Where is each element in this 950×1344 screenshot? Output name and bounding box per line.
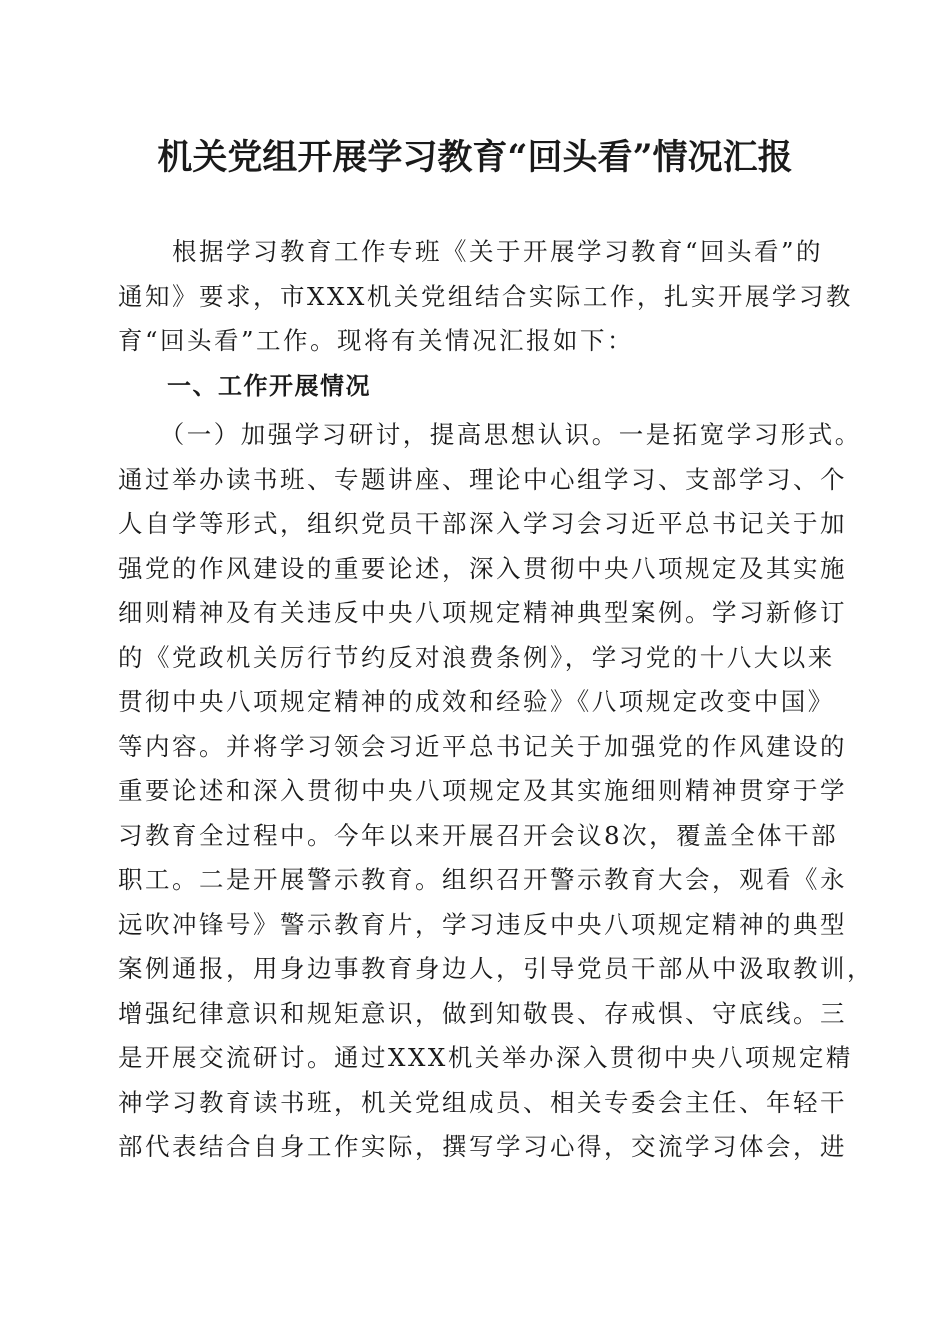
paragraph-line: 贯彻中央八项规定精神的成效和经验》《八项规定改变中国》 xyxy=(118,687,835,716)
body-paragraph xyxy=(118,413,874,1170)
intro-line: 根据学习教育工作专班《关于开展学习教育“回头看”的 xyxy=(118,237,824,266)
paragraph-line: 的《党政机关厉行节约反对浪费条例》，学习党的十八大以来 xyxy=(118,642,835,672)
intro-line: 通知》要求，市XXX机关党组结合实际工作，扎实开展学习教 xyxy=(118,281,853,311)
paragraph-line: 细则精神及有关违反中央八项规定精神典型案例。学习新修订 xyxy=(118,598,847,627)
paragraph-line: 增强纪律意识和规矩意识，做到知敬畏、存戒惧、守底线。三 xyxy=(118,998,847,1028)
paragraph-line: 远吹冲锋号》警示教育片，学习违反中央八项规定精神的典型 xyxy=(118,909,847,939)
document-title: 机关党组开展学习教育“回头看”情况汇报 xyxy=(157,137,793,178)
paragraph-line: 习教育全过程中。今年以来开展召开会议8次，覆盖全体干部 xyxy=(118,820,839,850)
paragraph-line: 职工。二是开展警示教育。组织召开警示教育大会，观看《永 xyxy=(118,865,847,894)
paragraph-line: 通过举办读书班、专题讲座、理论中心组学习、支部学习、个 xyxy=(118,464,847,494)
intro-line: 育“回头看”工作。现将有关情况汇报如下： xyxy=(118,326,635,355)
paragraph-line: 等内容。并将学习领会习近平总书记关于加强党的作风建设的 xyxy=(118,731,847,761)
paragraph-line: （一）加强学习研讨，提高思想认识。一是拓宽学习形式。 xyxy=(118,420,862,449)
paragraph-line: 是开展交流研讨。通过XXX机关举办深入贯彻中央八项规定精 xyxy=(118,1043,853,1072)
paragraph-line: 案例通报，用身边事教育身边人，引导党员干部从中汲取教训， xyxy=(118,954,874,983)
section-heading: 一、工作开展情况 xyxy=(167,372,371,400)
intro-paragraph xyxy=(118,230,853,364)
paragraph-line: 神学习教育读书班，机关党组成员、相关专委会主任、年轻干 xyxy=(118,1087,847,1117)
paragraph-line: 部代表结合自身工作实际，撰写学习心得，交流学习体会，进 xyxy=(118,1132,847,1161)
paragraph-line: 人自学等形式，组织党员干部深入学习会习近平总书记关于加 xyxy=(118,509,847,538)
paragraph-line: 重要论述和深入贯彻中央八项规定及其实施细则精神贯穿于学 xyxy=(118,776,847,805)
paragraph-line: 强党的作风建设的重要论述，深入贯彻中央八项规定及其实施 xyxy=(118,553,847,583)
